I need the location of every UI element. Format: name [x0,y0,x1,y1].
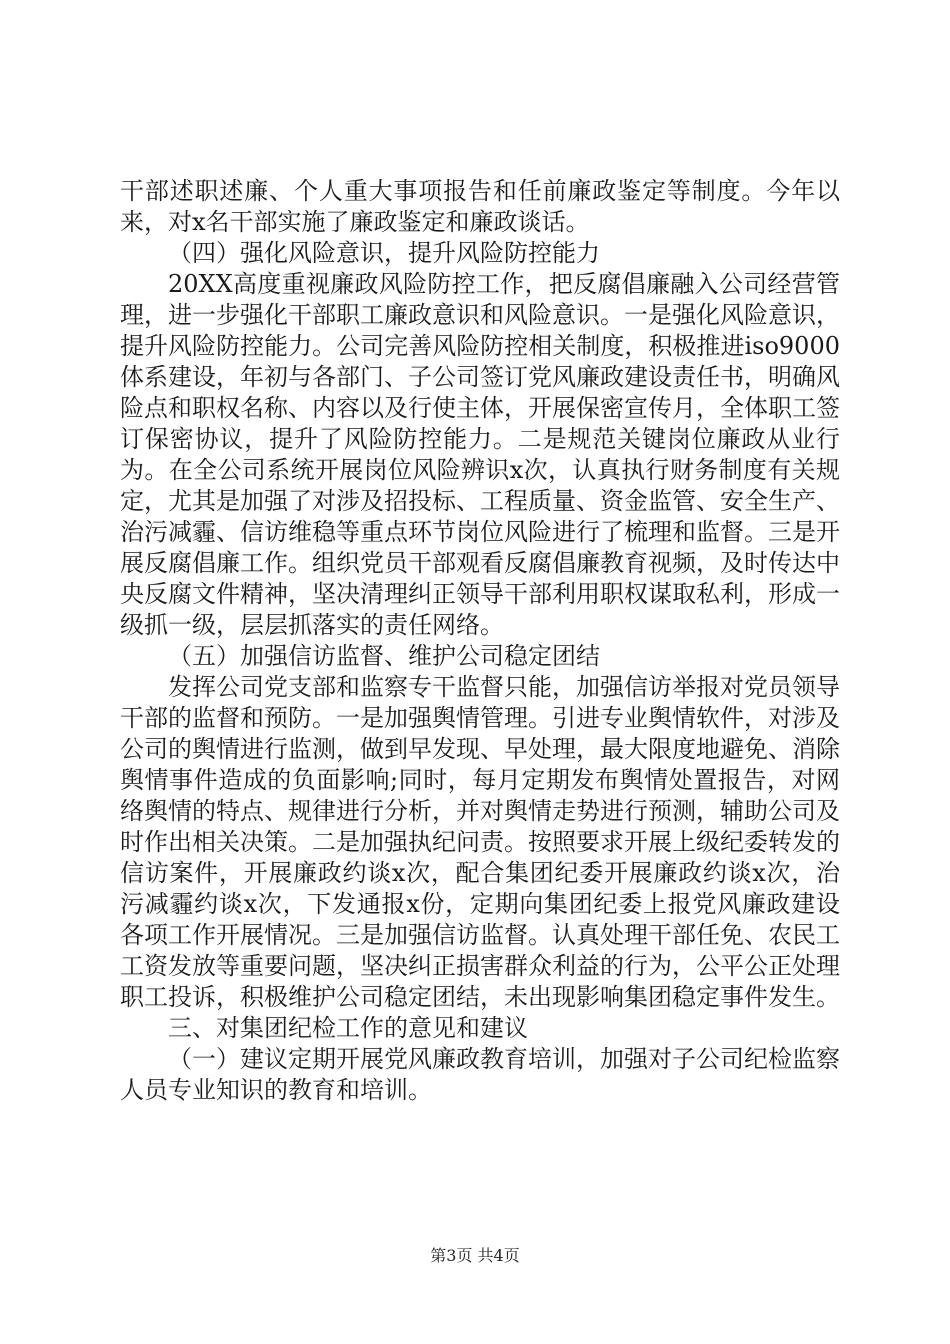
paragraph-1: 干部述职述廉、个人重大事项报告和任前廉政鉴定等制度。今年以来，对x名干部实施了廉政鉴定和廉政谈话。 [120,177,840,236]
document-body [120,176,840,1106]
section-heading-5: （五）加强信访监督、维护公司稳定团结 [168,642,600,670]
section-heading-4: （四）强化风险意识，提升风险防控能力 [168,239,600,267]
paragraph-2: 20XX高度重视廉政风险防控工作，把反腐倡廉融入公司经营管理，进一步强化干部职工廉政意识和风险意识。一是强化风险意识，提升风险防控能力。公司完善风险防控相关制度，积极推进iso9000体系建设，年初与各部门、子公司签订党风廉政建设责任书，明确风险点和职权名称、内容以及行使主体，开展保密宣传月，全体职工签订保密协议，提升了风险防控能力。二是规范关键岗位廉政从业行为。在全公司系统开展岗位风险辨识x次，认真执行财务制度有关规定，尤其是加强了对涉及招投标、工程质量、资金监管、安全生产、治污减霾、信访维稳等重点环节岗位风险进行了梳理和监督。三是开展反腐倡廉工作。组织党员干部观看反腐倡廉教育视频，及时传达中央反腐文件精神，坚决清理纠正领导干部利用职权谋取私利，形成一级抓一级，层层抓落实的责任网络。 [120,270,840,639]
section-heading-3: 三、对集团纪检工作的意见和建议 [168,1014,528,1042]
paragraph-3: 发挥公司党支部和监察专干监督只能，加强信访举报对党员领导干部的监督和预防。一是加强舆情管理。引进专业舆情软件，对涉及公司的舆情进行监测，做到早发现、早处理，最大限度地避免、消除舆情事件造成的负面影响;同时，每月定期发布舆情处置报告，对网络舆情的特点、规律进行分析，并对舆情走势进行预测，辅助公司及时作出相关决策。二是加强执纪问责。按照要求开展上级纪委转发的信访案件，开展廉政约谈x次，配合集团纪委开展廉政约谈x次，治污减霾约谈x次，下发通报x份，定期向集团纪委上报党风廉政建设各项工作开展情况。三是加强信访监督。认真处理干部任免、农民工工资发放等重要问题，坚决纠正损害群众利益的行为，公平公正处理职工投诉，积极维护公司稳定团结，未出现影响集团稳定事件发生。 [120,673,840,1011]
page-footer: 第3页 共4页 [430,1246,520,1265]
paragraph-4: （一）建议定期开展党风廉政教育培训，加强对子公司纪检监察人员专业知识的教育和培训。 [120,1045,840,1104]
